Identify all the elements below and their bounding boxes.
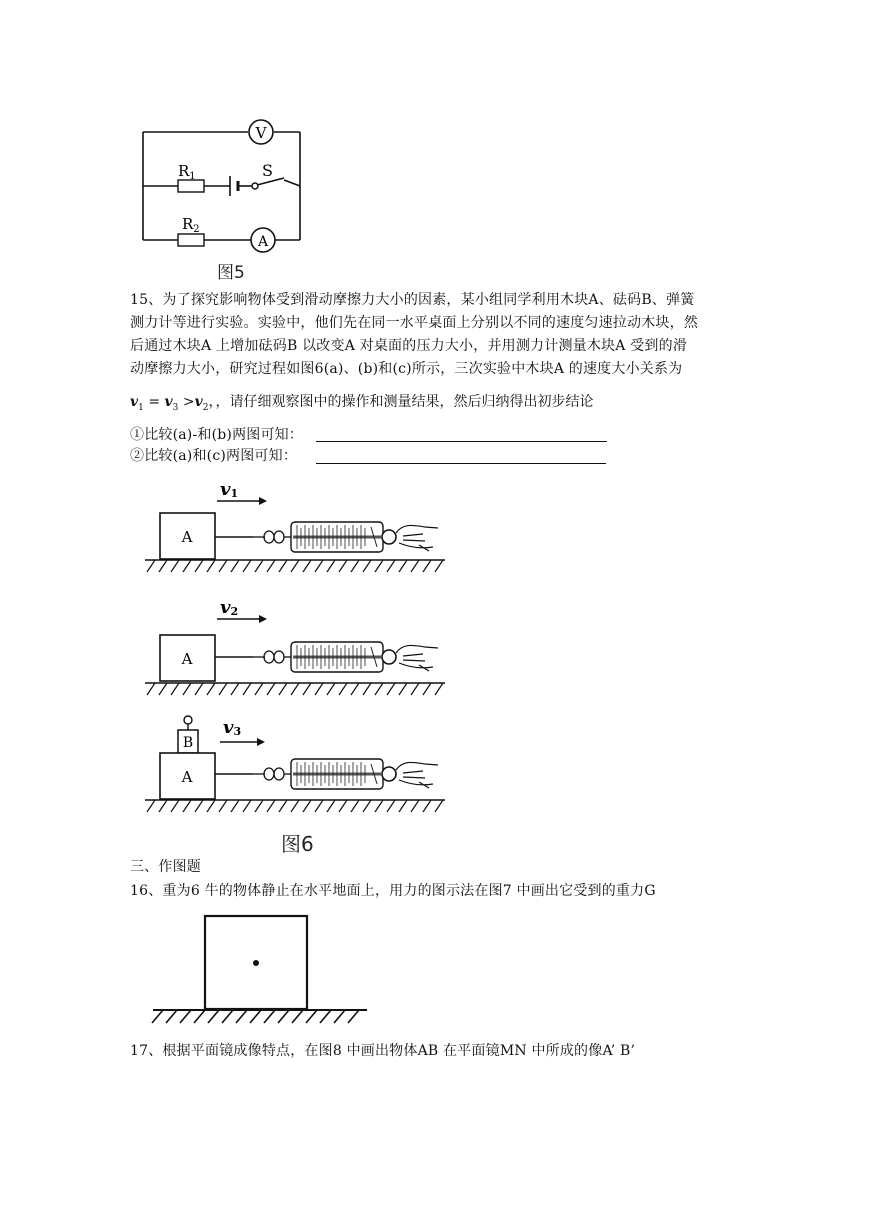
switch-label: S <box>262 161 273 180</box>
ground-hatch <box>145 560 445 572</box>
v-symbol: v <box>164 394 173 410</box>
svg-text:v2 <box>220 597 238 618</box>
q15-sub-1-label: ①比较(a)-和(b)两图可知： <box>130 427 304 443</box>
v-symbol: v <box>220 479 231 500</box>
q15-line-2: 测力计等进行实验。实验中，他们先在同一水平桌面上分别以不同的速度匀速拉动木块，然 <box>130 315 698 331</box>
figure-6 <box>135 475 465 855</box>
ammeter-label: A <box>257 234 269 250</box>
spring-scale-icon <box>253 522 438 552</box>
svg-text:v3 <box>223 717 241 738</box>
answer-blank-1[interactable] <box>316 441 607 442</box>
figure-7 <box>145 910 375 1030</box>
q15-line-3: 后通过木块A 上增加砝码B 以改变A 对桌面的压力大小，并用测力计测量木块A 受到的滑 <box>130 338 688 354</box>
r1-label: R <box>178 162 190 180</box>
svg-text:R1 <box>178 162 196 182</box>
q16-text: 16、重为6 牛的物体静止在水平地面上，用力的图示法在图7 中画出它受到的重力G <box>130 883 656 899</box>
q15-sub-2-label: ②比较(a)和(c)两图可知： <box>130 448 298 464</box>
center-of-gravity-dot <box>253 960 259 966</box>
weight-b-label: B <box>182 735 194 751</box>
ground-hatch <box>145 800 445 812</box>
r1-subscript: 1 <box>189 171 196 182</box>
figure-6b-panel <box>145 597 445 695</box>
svg-text:R2 <box>182 215 200 235</box>
v-symbol: v <box>130 394 139 410</box>
section-3-heading: 三、作图题 <box>130 859 201 875</box>
spring-scale-icon <box>253 759 438 789</box>
figure-5-caption: 图5 <box>217 263 245 283</box>
figure-6-caption: 图6 <box>281 832 314 856</box>
q15-line-4: 动摩擦力大小，研究过程如图6(a)、(b)和(c)所示，三次实验中木块A 的速度大小关系为 <box>130 361 683 377</box>
v-sub-3: 3 <box>172 402 179 413</box>
block-a-label: A <box>181 528 193 546</box>
v-sub-1: 1 <box>138 402 144 413</box>
svg-text:v1 <box>220 479 238 500</box>
speed-relation <box>130 392 593 418</box>
r2-label: R <box>182 215 194 233</box>
greater-sign: > <box>182 394 195 410</box>
figure-6c-panel <box>145 716 445 812</box>
v-symbol: v <box>194 394 203 410</box>
answer-blank-2[interactable] <box>316 463 606 464</box>
q15-line-1: 15、为了探究影响物体受到滑动摩擦力大小的因素，某小组同学利用木块A、砝码B、弹簧 <box>130 292 695 308</box>
voltmeter-label: V <box>255 124 267 142</box>
v1-subscript: 1 <box>230 487 239 500</box>
v-symbol: v <box>220 597 231 618</box>
battery-icon <box>230 176 238 196</box>
figure-5-circuit <box>130 112 320 282</box>
resistor-r2-icon <box>178 234 204 246</box>
figure-6a-panel <box>145 479 445 572</box>
v-sub-2: 2 <box>202 402 209 413</box>
q15-instruction: ，，请仔细观察图中的操作和测量结果，然后归纳得出初步结论 <box>208 394 594 410</box>
v-symbol: v <box>223 717 234 738</box>
v3-subscript: 3 <box>233 725 242 738</box>
spring-scale-icon <box>253 642 438 672</box>
v2-subscript: 2 <box>230 605 239 618</box>
ground-hatch <box>145 683 445 695</box>
block-a-label: A <box>181 768 193 786</box>
block-a-label: A <box>181 650 193 668</box>
r2-subscript: 2 <box>193 224 200 235</box>
equals-sign: = <box>148 394 161 410</box>
q17-text: 17、根据平面镜成像特点，在图8 中画出物体AB 在平面镜MN 中所成的像A’ B’ <box>130 1043 636 1059</box>
ground-hatch <box>152 1010 359 1023</box>
